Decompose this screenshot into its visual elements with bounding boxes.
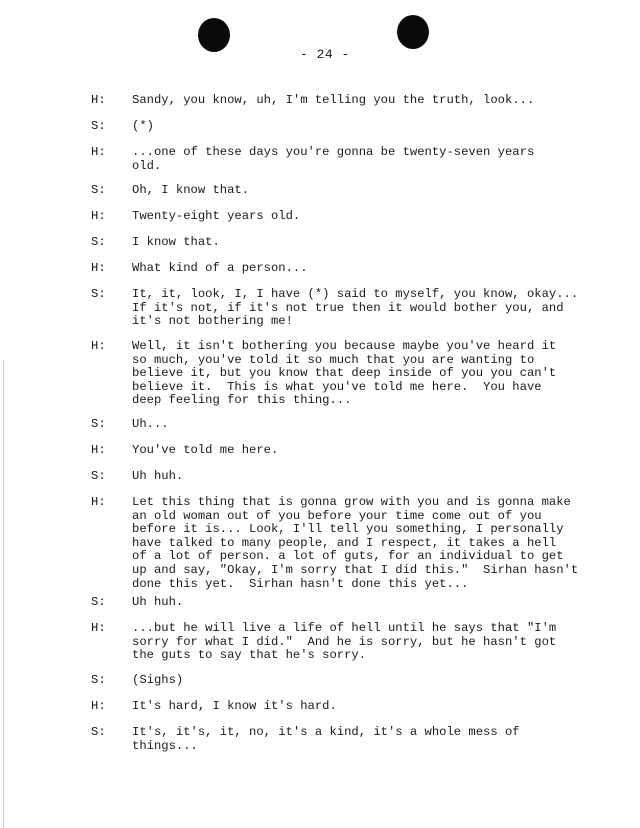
dialogue-line: deep feeling for this thing... <box>132 393 352 408</box>
speaker-label: S: <box>91 287 106 301</box>
dialogue-line: ...one of these days you're gonna be twenty-seven years <box>132 145 535 159</box>
dialogue-line: Well, it isn't bothering you because maybe you've heard it <box>132 339 557 353</box>
dialogue-line: Oh, I know that. <box>132 183 250 197</box>
dialogue-line: up and say, "Okay, I'm sorry that I did this." Sirhan hasn't <box>132 563 579 577</box>
page-number: - 24 - <box>300 47 350 62</box>
dialogue-line: It's hard, I know it's hard. <box>132 699 337 713</box>
dialogue-line: old. <box>132 158 162 173</box>
dialogue-line: You've told me here. <box>132 443 279 457</box>
speaker-label: H: <box>91 209 106 223</box>
speaker-label: H: <box>91 145 106 159</box>
dialogue-line: it's not bothering me! <box>132 314 293 329</box>
speaker-label: S: <box>91 417 106 431</box>
dialogue-line: It's, it's, it, no, it's a kind, it's a whole mess of <box>132 725 520 739</box>
dialogue-line: things... <box>132 738 198 753</box>
dialogue-line: an old woman out of you before your time come out of you <box>132 508 542 523</box>
speaker-label: H: <box>91 495 106 509</box>
punch-hole-left <box>198 18 230 52</box>
dialogue-line: before it is... Look, I'll tell you something, I personally <box>132 522 564 537</box>
dialogue-line: Sandy, you know, uh, I'm telling you the truth, look... <box>132 93 535 107</box>
dialogue-line: the guts to say that he's sorry. <box>132 648 367 663</box>
dialogue-line: (Sighs) <box>132 673 184 687</box>
speaker-label: H: <box>91 621 106 635</box>
speaker-label: S: <box>91 673 106 687</box>
speaker-label: S: <box>91 469 106 483</box>
speaker-label: H: <box>91 339 106 353</box>
speaker-label: H: <box>91 261 106 275</box>
dialogue-line: (*) <box>132 119 154 133</box>
dialogue-line: I know that. <box>132 235 220 249</box>
dialogue-line: It, it, look, I, I have (*) said to myself, you know, okay... <box>132 287 579 301</box>
speaker-label: S: <box>91 595 106 609</box>
speaker-label: S: <box>91 235 106 249</box>
speaker-label: H: <box>91 699 106 713</box>
dialogue-line: Let this thing that is gonna grow with you and is gonna make <box>132 495 571 509</box>
speaker-label: S: <box>91 725 106 739</box>
dialogue-line: have talked to many people, and I respect, it takes a hell <box>132 535 557 550</box>
speaker-label: H: <box>91 93 106 107</box>
dialogue-line: Uh huh. <box>132 595 184 609</box>
speaker-label: S: <box>91 119 106 133</box>
dialogue-line: ...but he will live a life of hell until he says that "I'm <box>132 621 557 635</box>
dialogue-line: Uh huh. <box>132 469 184 483</box>
dialogue-line: If it's not, if it's not true then it would bother you, and <box>132 300 564 315</box>
punch-hole-right <box>397 15 429 49</box>
dialogue-line: Uh... <box>132 417 169 431</box>
dialogue-line: believe it. This is what you've told me here. You have <box>132 379 542 394</box>
dialogue-line: of a lot of person. a lot of guts, for an individual to get <box>132 549 564 564</box>
dialogue-line: What kind of a person... <box>132 261 308 275</box>
dialogue-line: Twenty-eight years old. <box>132 209 301 223</box>
dialogue-line: believe it, but you know that deep inside of you you can't <box>132 366 557 381</box>
page-edge-line <box>3 360 4 828</box>
dialogue-line: done this yet. Sirhan hasn't done this yet... <box>132 576 469 591</box>
speaker-label: H: <box>91 443 106 457</box>
dialogue-line: so much, you've told it so much that you are wanting to <box>132 352 535 367</box>
dialogue-line: sorry for what I did." And he is sorry, but he hasn't got <box>132 634 557 649</box>
speaker-label: S: <box>91 183 106 197</box>
